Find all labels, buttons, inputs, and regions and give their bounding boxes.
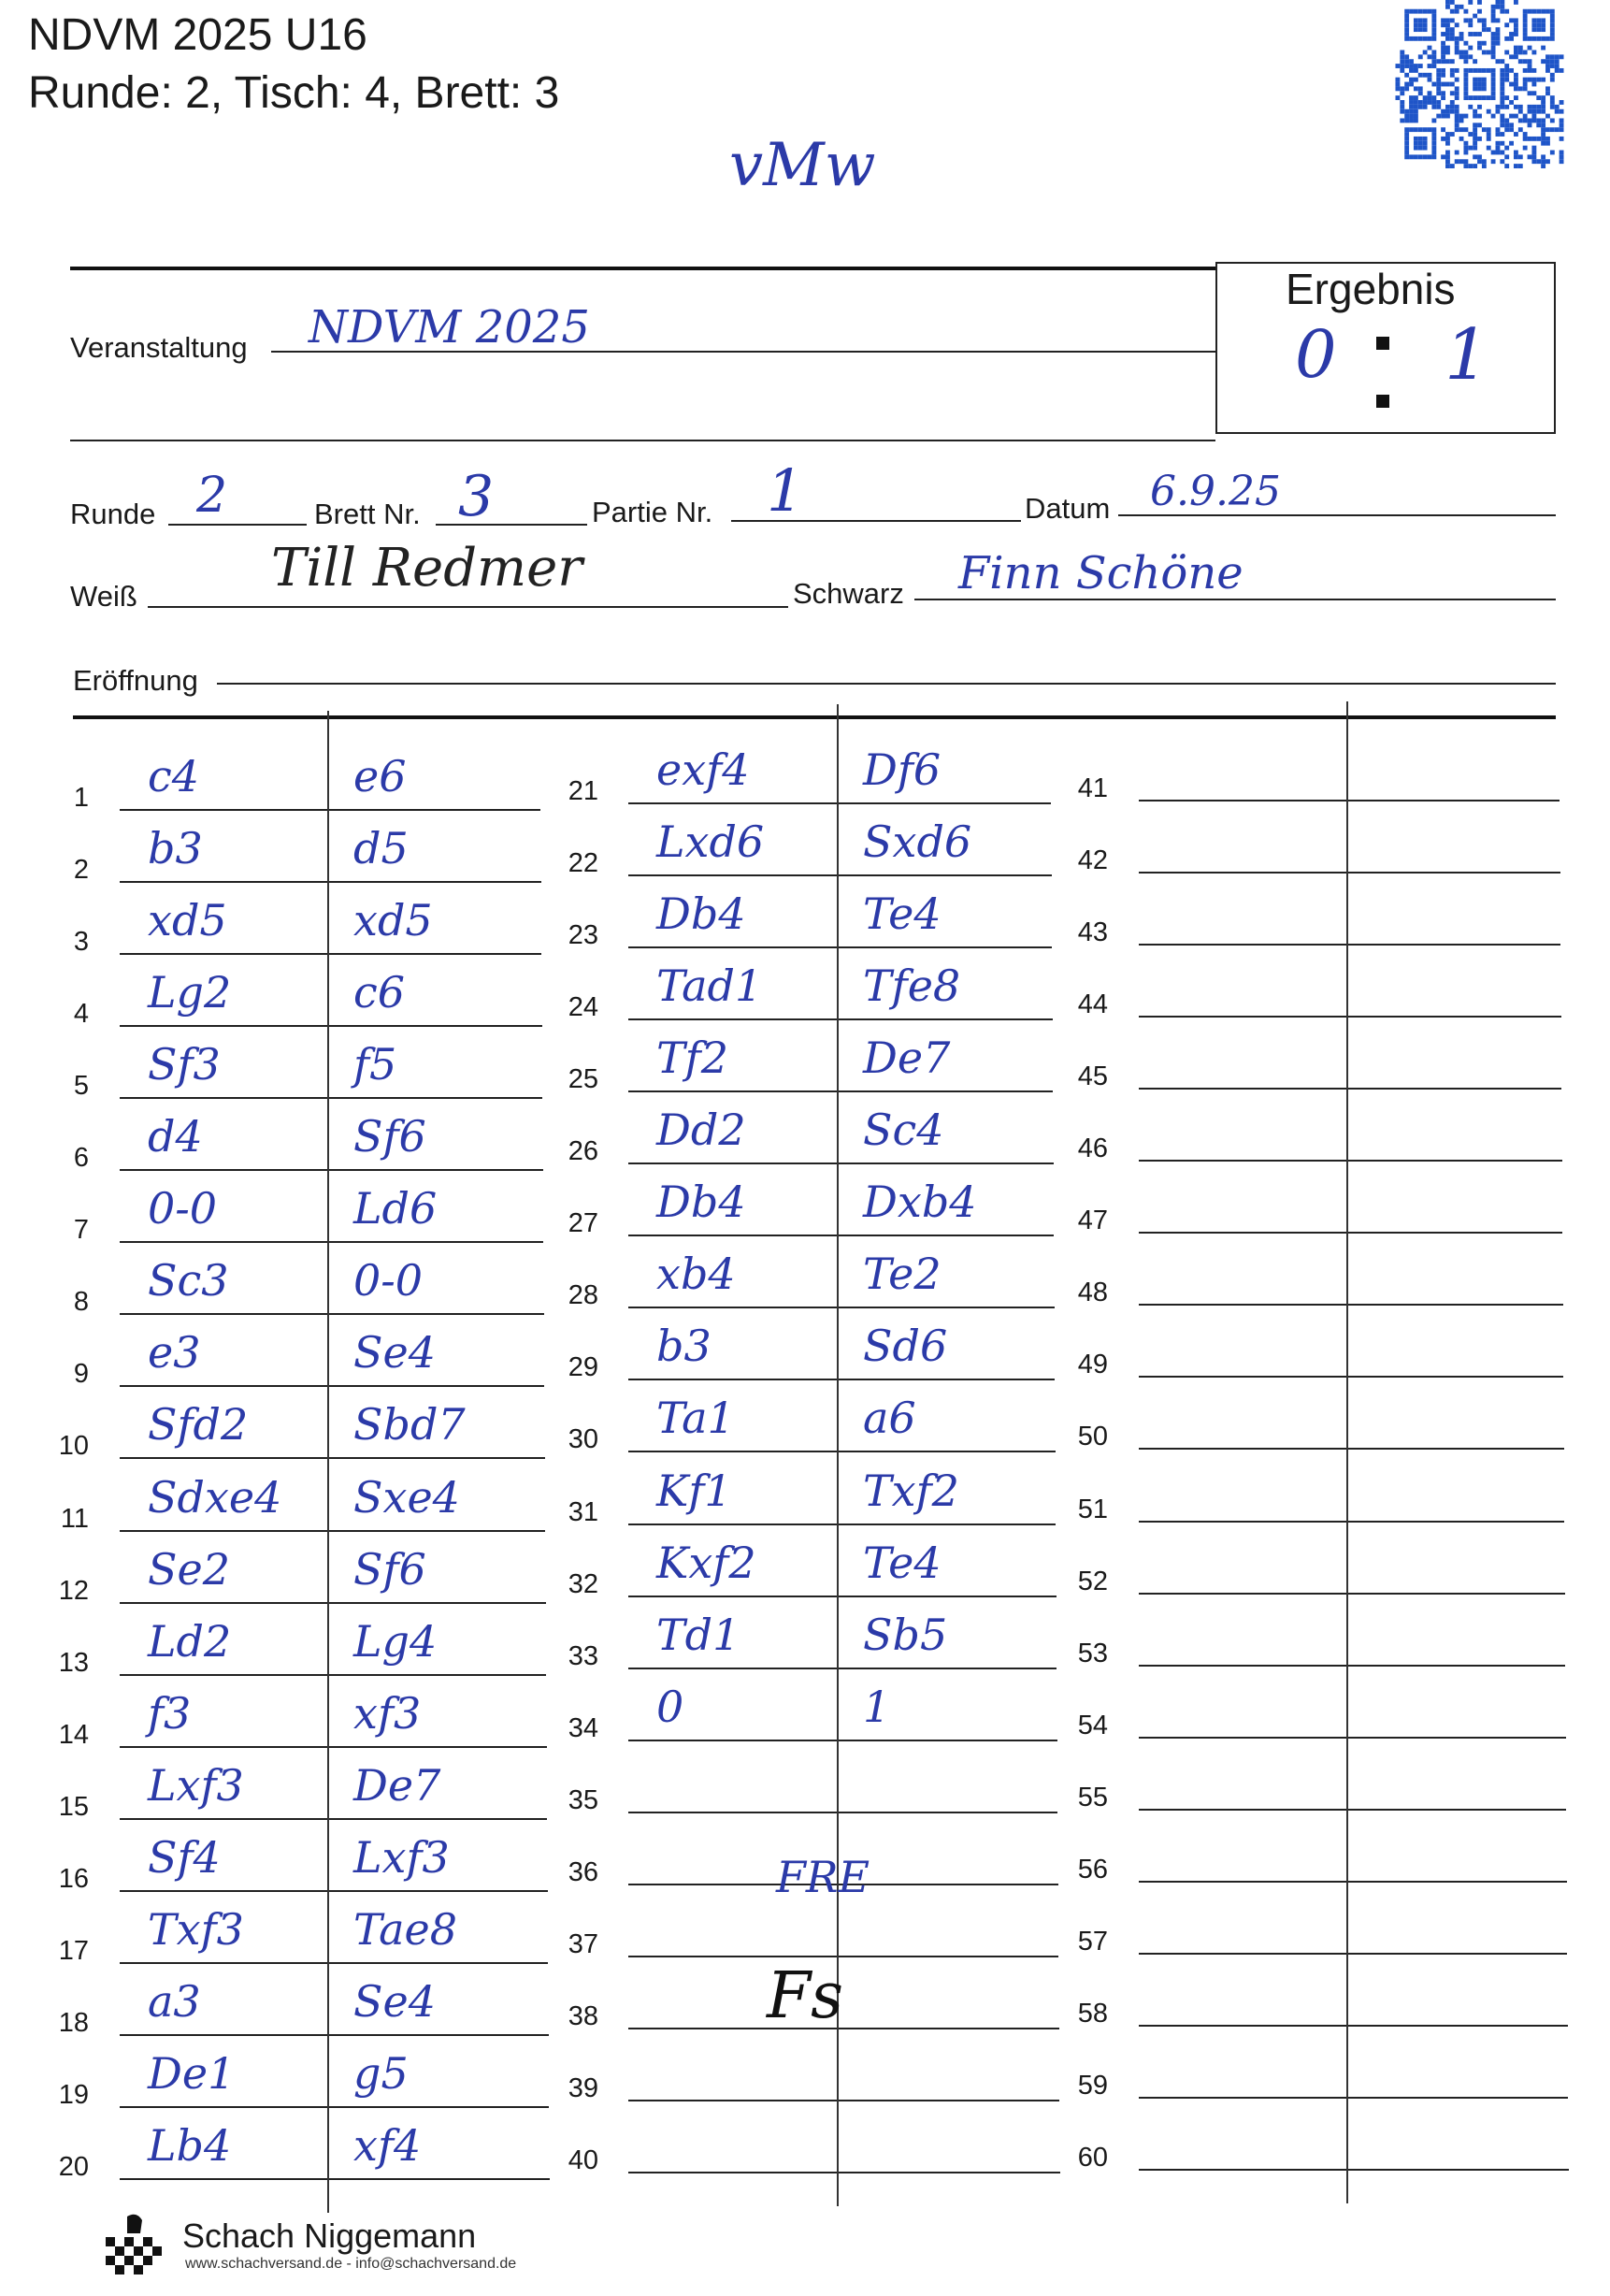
move-line — [628, 1307, 1055, 1308]
column-divider — [1346, 701, 1348, 2203]
white-move: Db4 — [656, 888, 746, 940]
black-move: Txf2 — [863, 1465, 959, 1516]
move-line — [1139, 1232, 1562, 1234]
move-number: 41 — [1077, 773, 1108, 803]
move-number: 56 — [1077, 1854, 1108, 1884]
move-line — [1139, 1665, 1565, 1667]
move-line — [120, 881, 541, 883]
move-number: 31 — [568, 1496, 598, 1527]
white-move: Lg2 — [148, 967, 232, 1018]
move-line — [1139, 1448, 1564, 1450]
move-line — [120, 953, 541, 955]
white-move: Sdxe4 — [148, 1471, 282, 1523]
black-move: Sxd6 — [863, 816, 972, 868]
move-line — [628, 2028, 1059, 2029]
move-line — [1139, 1088, 1561, 1090]
move-line — [1139, 1809, 1566, 1811]
move-line — [628, 1451, 1056, 1452]
brand-name: Schach Niggemann — [182, 2217, 477, 2255]
move-number: 50 — [1077, 1422, 1108, 1452]
move-number: 23 — [568, 920, 598, 951]
tournament-title: NDVM 2025 U16 — [28, 10, 367, 60]
move-number: 42 — [1077, 845, 1108, 876]
move-number: 14 — [58, 1719, 89, 1750]
date-value: 6.9.25 — [1150, 468, 1281, 515]
move-line — [120, 1962, 548, 1964]
round-value: 2 — [196, 468, 228, 524]
black-signature: Fs — [767, 1959, 844, 2033]
move-line — [628, 874, 1052, 876]
white-move: Se2 — [148, 1543, 231, 1595]
move-number: 3 — [73, 927, 89, 958]
result-black: 1 — [1445, 313, 1489, 396]
black-move: Sbd7 — [353, 1399, 466, 1451]
black-move: f5 — [353, 1039, 397, 1090]
move-line — [120, 2178, 550, 2180]
move-number: 52 — [1077, 1566, 1108, 1596]
board-value: 3 — [458, 464, 495, 529]
move-line — [1139, 1016, 1561, 1018]
opening-label: Eröffnung — [73, 664, 198, 697]
black-move: Sf6 — [353, 1543, 426, 1595]
black-move: Lxf3 — [353, 1831, 450, 1883]
move-number: 18 — [58, 2007, 89, 2038]
move-line — [120, 2034, 549, 2036]
black-move: xf4 — [353, 2119, 422, 2171]
black-move: Sc4 — [863, 1105, 944, 1156]
chess-knight-logo-icon — [101, 2209, 166, 2284]
move-line — [1139, 1737, 1566, 1739]
black-move: Sd6 — [863, 1321, 948, 1372]
move-number: 35 — [568, 1784, 598, 1815]
move-line — [1139, 2025, 1568, 2027]
move-line — [120, 1097, 542, 1099]
move-number: 22 — [568, 848, 598, 879]
move-line — [120, 1241, 543, 1243]
move-line — [120, 809, 540, 811]
black-move: d5 — [353, 823, 409, 874]
move-number: 20 — [58, 2151, 89, 2182]
move-number: 43 — [1077, 917, 1108, 948]
move-number: 48 — [1077, 1278, 1108, 1308]
move-line — [120, 1025, 542, 1027]
move-number: 38 — [568, 2000, 598, 2031]
white-move: Sf3 — [148, 1039, 221, 1090]
move-line — [628, 1740, 1057, 1741]
white-move: Tad1 — [656, 960, 763, 1012]
black-player: Finn Schöne — [958, 547, 1243, 599]
move-line — [120, 1385, 544, 1387]
move-number: 10 — [58, 1431, 89, 1462]
move-number: 11 — [60, 1503, 89, 1534]
move-number: 30 — [568, 1424, 598, 1455]
move-line — [628, 1379, 1055, 1380]
move-number: 15 — [58, 1791, 89, 1822]
black-move: Tfe8 — [863, 960, 961, 1012]
white-player: Till Redmer — [271, 538, 583, 599]
black-move: De7 — [863, 1032, 951, 1084]
move-number: 47 — [1077, 1206, 1108, 1236]
black-move: xf3 — [353, 1687, 422, 1739]
move-number: 59 — [1077, 2070, 1108, 2101]
move-number: 8 — [73, 1287, 89, 1318]
move-line — [1139, 1953, 1567, 1955]
white-move: f3 — [148, 1687, 192, 1739]
round-label: Runde — [70, 498, 156, 530]
move-number: 5 — [73, 1071, 89, 1102]
black-move: g5 — [353, 2047, 409, 2099]
event-value: NDVM 2025 — [309, 301, 590, 354]
black-move: Dxb4 — [863, 1177, 977, 1228]
white-move: e3 — [148, 1327, 201, 1379]
move-number: 19 — [58, 2079, 89, 2110]
result-label: Ergebnis — [1286, 265, 1456, 313]
initials-scribble: vMw — [729, 131, 876, 200]
move-line — [628, 2172, 1060, 2173]
white-move: Lb4 — [148, 2119, 232, 2171]
white-move: Sfd2 — [148, 1399, 249, 1451]
move-number: 9 — [73, 1359, 89, 1390]
white-move: Tf2 — [656, 1032, 728, 1084]
white-move: c4 — [148, 751, 200, 801]
black-move: De7 — [353, 1759, 441, 1811]
move-number: 44 — [1077, 989, 1108, 1020]
black-move: Df6 — [863, 744, 942, 795]
move-line — [120, 1313, 544, 1315]
move-number: 1 — [73, 783, 89, 813]
black-move: Sxe4 — [353, 1471, 460, 1523]
white-move: b3 — [148, 823, 203, 874]
move-number: 16 — [58, 1863, 89, 1894]
move-line — [1139, 944, 1560, 946]
move-number: 54 — [1077, 1710, 1108, 1740]
move-line — [120, 1530, 545, 1532]
black-move: Se4 — [353, 1327, 437, 1379]
move-line — [628, 1162, 1054, 1164]
move-number: 29 — [568, 1352, 598, 1383]
white-move: 0 — [656, 1681, 684, 1732]
black-move: Sf6 — [353, 1111, 426, 1162]
move-line — [120, 2106, 549, 2108]
move-line — [1139, 2169, 1569, 2171]
move-number: 25 — [568, 1064, 598, 1095]
move-line — [1139, 800, 1560, 801]
move-line — [1139, 1160, 1562, 1162]
move-number: 4 — [73, 999, 89, 1030]
result-white: 0 — [1295, 316, 1337, 393]
black-move: Te4 — [863, 888, 942, 940]
move-number: 36 — [568, 1856, 598, 1887]
move-line — [120, 1818, 547, 1820]
move-number: 46 — [1077, 1134, 1108, 1164]
move-line — [1139, 872, 1560, 874]
move-line — [628, 1090, 1053, 1092]
black-move: Ld6 — [353, 1183, 438, 1235]
move-line — [628, 2100, 1059, 2101]
move-line — [628, 1956, 1058, 1957]
move-number: 33 — [568, 1640, 598, 1671]
move-number: 60 — [1077, 2142, 1108, 2173]
white-move: De1 — [148, 2047, 236, 2099]
white-move: Td1 — [656, 1609, 740, 1660]
move-line — [1139, 2097, 1568, 2099]
move-line — [628, 1018, 1053, 1020]
move-number: 37 — [568, 1928, 598, 1959]
move-number: 13 — [58, 1647, 89, 1678]
move-line — [120, 1674, 546, 1676]
black-move: Sb5 — [863, 1609, 948, 1660]
white-move: Lxf3 — [148, 1759, 244, 1811]
result-colon-bottom — [1376, 395, 1389, 408]
white-move: exf4 — [656, 744, 750, 795]
brand-contact: www.schachversand.de - info@schachversand.de — [185, 2256, 517, 2272]
black-move: 0-0 — [353, 1255, 424, 1307]
move-number: 57 — [1077, 1926, 1108, 1957]
move-line — [628, 1668, 1057, 1669]
move-line — [1139, 1521, 1564, 1523]
white-move: 0-0 — [148, 1183, 218, 1235]
white-move: Sf4 — [148, 1831, 221, 1883]
black-move: 1 — [863, 1681, 891, 1732]
round-table-board: Runde: 2, Tisch: 4, Brett: 3 — [28, 68, 560, 118]
move-number: 21 — [568, 776, 598, 806]
move-number: 6 — [73, 1143, 89, 1174]
move-line — [120, 1602, 546, 1604]
date-label: Datum — [1025, 492, 1111, 525]
white-move: Txf3 — [148, 1903, 244, 1955]
move-line — [628, 1235, 1054, 1236]
black-move: Te4 — [863, 1537, 942, 1588]
white-initials: FRE — [776, 1852, 870, 1902]
move-number: 51 — [1077, 1494, 1108, 1524]
move-number: 17 — [58, 1935, 89, 1966]
move-line — [628, 1523, 1056, 1525]
move-line — [1139, 1593, 1565, 1595]
black-move: Tae8 — [353, 1903, 458, 1955]
event-label: Veranstaltung — [70, 331, 248, 364]
white-move: Db4 — [656, 1177, 746, 1228]
move-number: 28 — [568, 1280, 598, 1311]
move-line — [1139, 1881, 1567, 1883]
move-line — [1139, 1304, 1563, 1306]
white-move: Kf1 — [656, 1465, 732, 1516]
move-number: 55 — [1077, 1782, 1108, 1812]
move-line — [120, 1169, 543, 1171]
white-move: a3 — [148, 1975, 201, 2027]
white-move: b3 — [656, 1321, 712, 1372]
game-number-label: Partie Nr. — [592, 496, 713, 528]
move-number: 39 — [568, 2072, 598, 2103]
move-line — [120, 1746, 547, 1748]
move-number: 34 — [568, 1712, 598, 1743]
game-number-value: 1 — [767, 456, 804, 525]
white-move: xb4 — [656, 1249, 736, 1300]
move-number: 32 — [568, 1568, 598, 1599]
move-line — [628, 802, 1051, 804]
black-label: Schwarz — [793, 577, 904, 610]
move-number: 45 — [1077, 1061, 1108, 1092]
white-move: d4 — [148, 1111, 203, 1162]
black-move: xd5 — [353, 895, 433, 946]
move-number: 27 — [568, 1208, 598, 1239]
black-move: Lg4 — [353, 1615, 438, 1667]
move-line — [628, 1812, 1057, 1813]
black-move: Se4 — [353, 1975, 437, 2027]
white-move: Kxf2 — [656, 1537, 756, 1588]
move-line — [120, 1457, 545, 1459]
black-move: e6 — [353, 751, 407, 801]
white-move: Dd2 — [656, 1105, 746, 1156]
white-move: Ta1 — [656, 1393, 735, 1444]
move-number: 24 — [568, 992, 598, 1023]
white-label: Weiß — [70, 580, 137, 613]
black-move: c6 — [353, 967, 406, 1018]
move-line — [628, 946, 1052, 948]
white-move: Ld2 — [148, 1615, 232, 1667]
move-number: 12 — [58, 1575, 89, 1606]
move-number: 58 — [1077, 1998, 1108, 2029]
move-number: 53 — [1077, 1638, 1108, 1668]
result-colon-top — [1376, 337, 1389, 350]
black-move: a6 — [863, 1393, 916, 1444]
white-move: Sc3 — [148, 1255, 229, 1307]
move-number: 7 — [73, 1215, 89, 1246]
move-number: 26 — [568, 1136, 598, 1167]
move-line — [1139, 1376, 1563, 1378]
board-label: Brett Nr. — [314, 498, 421, 530]
qr-code-icon — [1393, 0, 1566, 168]
move-line — [628, 1596, 1057, 1597]
move-number: 40 — [568, 2144, 598, 2175]
white-move: xd5 — [148, 895, 227, 946]
black-move: Te2 — [863, 1249, 942, 1300]
column-divider — [327, 711, 329, 2213]
move-number: 2 — [73, 855, 89, 886]
move-number: 49 — [1077, 1350, 1108, 1380]
move-line — [120, 1890, 548, 1892]
white-move: Lxd6 — [656, 816, 765, 868]
